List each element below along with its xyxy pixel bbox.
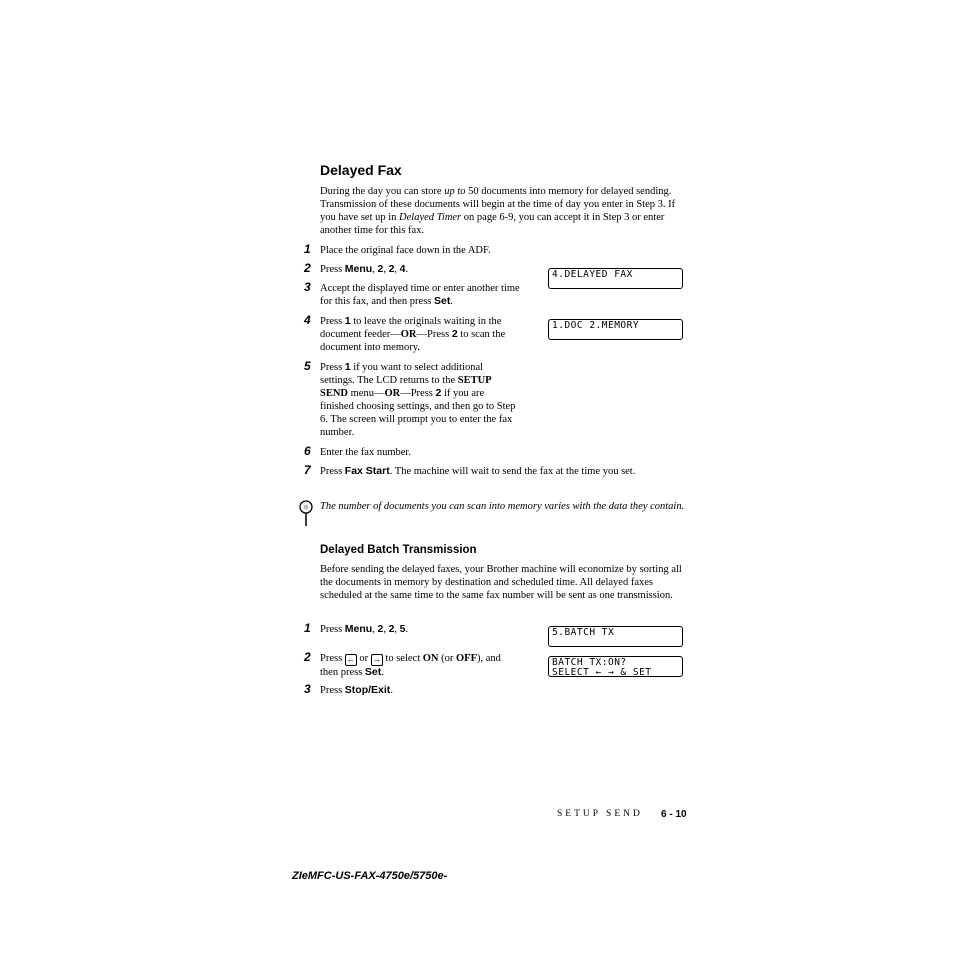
step-number: 5: [304, 359, 311, 373]
left-arrow-key-icon: ←: [346, 654, 356, 664]
page-number: 6 - 10: [661, 809, 687, 820]
note-icon: [298, 500, 314, 528]
step-text: Press Menu, 2, 2, 5.: [320, 623, 409, 635]
right-arrow-key-icon: →: [372, 654, 382, 664]
step-text: Accept the displayed time or enter another time for this fax, and then press Set.: [320, 283, 520, 307]
step-text: Press 1 to leave the originals waiting in the document feeder—OR—Press 2 to scan the document into memory.: [320, 315, 506, 353]
document-id: ZIeMFC-US-FAX-4750e/5750e-: [292, 870, 448, 882]
step-number: 3: [304, 280, 311, 294]
step-text: Place the original face down in the ADF.: [320, 245, 491, 256]
section-title: Delayed Fax: [320, 162, 402, 178]
lcd-display: 1.DOC 2.MEMORY: [548, 319, 683, 340]
step-text: Press ← or → to select ON (or OFF), and then press Set.: [320, 653, 501, 678]
subsection-title: Delayed Batch Transmission: [320, 544, 477, 556]
step-number: 2: [304, 650, 311, 664]
lcd-display: 5.BATCH TX: [548, 626, 683, 647]
footer-section-label: SETUP SEND: [557, 809, 643, 819]
lcd-display-two-line: BATCH TX:ON? SELECT ← → & SET: [548, 656, 683, 677]
step-text: Press 1 if you want to select additional settings. The LCD returns to the SETUP SEND menu—OR—Press 2 if you are finished choosing settings, and then go to Step 6. The screen will prompt you to enter the fax number.: [320, 361, 516, 438]
note-text: The number of documents you can scan into memory varies with the data they contain.: [320, 501, 685, 512]
step-text: Press Fax Start. The machine will wait to send the fax at the time you set.: [320, 465, 636, 477]
step-text: Press Menu, 2, 2, 4.: [320, 263, 409, 275]
step-number: 3: [304, 682, 311, 696]
subsection-intro: Before sending the delayed faxes, your Brother machine will economize by sorting all the documents in memory by destination and scheduled time. All delayed faxes scheduled at the same time to the same fax number will be sent as one transmission.: [320, 564, 682, 601]
step-number: 1: [304, 242, 311, 256]
step-number: 2: [304, 261, 311, 275]
step-text: Press Stop/Exit.: [320, 684, 393, 696]
step-number: 7: [304, 463, 311, 477]
step-text: Enter the fax number.: [320, 447, 411, 458]
step-number: 6: [304, 444, 311, 458]
step-number: 4: [304, 313, 311, 327]
intro-paragraph: During the day you can store up to 50 documents into memory for delayed sending. Transmission of these documents will begin at the time of day you enter in Step 3. If you have set up in Delayed Timer on page 6-9, you can accept it in Step 3 or enter another time for this fax.: [320, 186, 676, 236]
lcd-display: 4.DELAYED FAX: [548, 268, 683, 289]
step-number: 1: [304, 621, 311, 635]
